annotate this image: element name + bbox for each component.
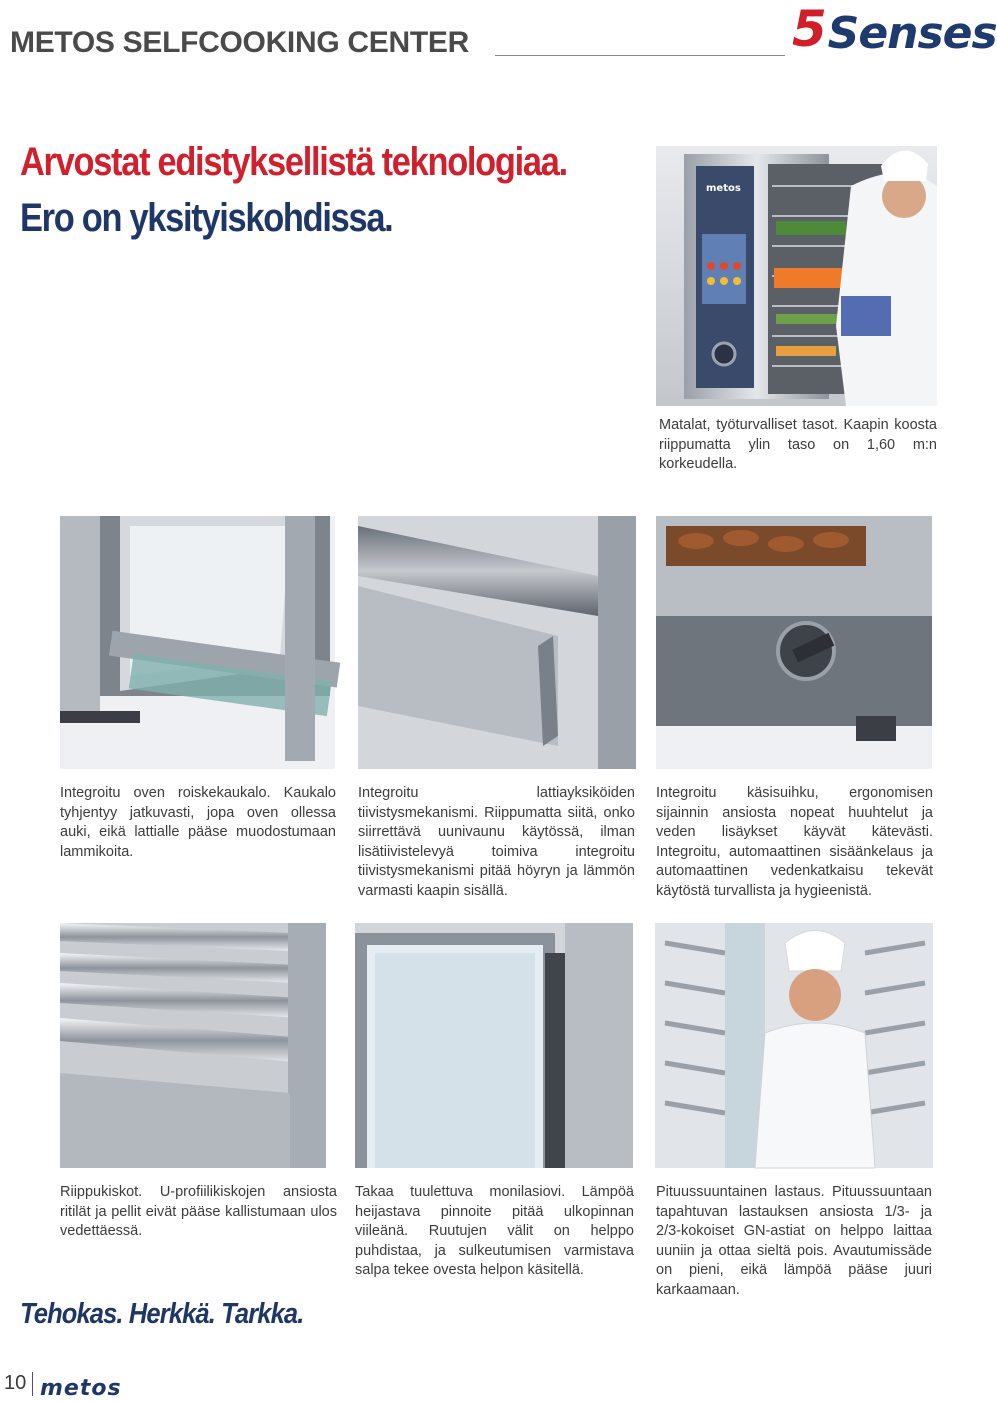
svg-text:metos: metos	[706, 183, 741, 194]
floor-seal-illustration	[358, 516, 636, 769]
logo-five: 5	[792, 0, 827, 58]
logo-word: Senses	[827, 8, 997, 59]
footer-divider	[32, 1372, 33, 1396]
tagline: Tehokas. Herkkä. Tarkka.	[20, 1298, 304, 1330]
glass-door-photo	[355, 923, 633, 1168]
page-number: 10	[4, 1372, 27, 1394]
hand-shower-illustration	[656, 516, 932, 769]
oven-chef-illustration	[656, 146, 937, 406]
caption-rails: Riippukiskot. U-profiilikiskojen ansiosta ritilät ja pellit eivät pääse kallistumaan ulos vedettäessä.	[60, 1184, 337, 1239]
header-title: METOS SELFCOOKING CENTER	[10, 26, 469, 59]
senses-logo	[792, 0, 997, 62]
caption-glass-door: Takaa tuulettuva monilasiovi. Lämpöä heijastava pinnoite pitää ulkopinnan viileänä. Ruutujen välit on helppo puhdistaa, ja sulkeutumisen varmistava salpa tekee ovesta helpon käsitellä.	[355, 1184, 634, 1278]
caption-floor-seal: Integroitu lattiayksiköiden tiivistysmekanismi. Riippumatta siitä, onko siirrettävä uunivaunu käytössä, ilman lisätiivistelevyä toimiva integroitu tiivistysmekanismi pitää höyryn ja lämmön varmasti kaapin sisällä.	[358, 785, 635, 899]
header-rule	[495, 55, 785, 56]
floor-seal-photo	[358, 516, 636, 769]
drip-tray-photo	[60, 516, 335, 769]
metos-logo: metos	[40, 1376, 122, 1401]
rails-photo	[60, 923, 326, 1168]
rails-illustration	[60, 923, 326, 1168]
loading-chef-illustration	[655, 923, 933, 1168]
caption-drip-tray: Integroitu oven roiskekaukalo. Kaukalo tyhjentyy jatkuvasti, jopa oven ollessa auki, eikä lattialle pääse muodostumaan lammikoita.	[60, 785, 336, 860]
caption-top-oven: Matalat, työturvalliset tasot. Kaapin koosta riippumatta ylin taso on 1,60 m:n korkeudella.	[659, 417, 937, 472]
drip-tray-illustration	[60, 516, 335, 769]
headline-line-2: Ero on yksityiskohdissa.	[20, 196, 393, 240]
loading-chef-photo	[655, 923, 933, 1168]
caption-hand-shower: Integroitu käsisuihku, ergonomisen sijainnin ansiosta nopeat huuhtelut ja veden lisäykset käyvät kätevästi. Integroitu, automaattinen sisäänkelaus ja automaattinen vedenkatkaisu tekevät käytöstä turvallista ja hygieenistä.	[656, 785, 933, 899]
glass-door-illustration	[355, 923, 633, 1168]
hand-shower-photo	[656, 516, 932, 769]
caption-loading: Pituussuuntainen lastaus. Pituussuuntaan tapahtuvan lastauksen ansiosta 1/3- ja 2/3-kokoiset GN-astiat on helppo laittaa uuniin ja ottaa sieltä pois. Avautumissäde on pieni, eikä lämpöä pääse juuri karkaamaan.	[656, 1184, 932, 1298]
headline-line-1: Arvostat edistyksellistä teknologiaa.	[20, 140, 567, 184]
oven-chef-photo	[656, 146, 937, 406]
